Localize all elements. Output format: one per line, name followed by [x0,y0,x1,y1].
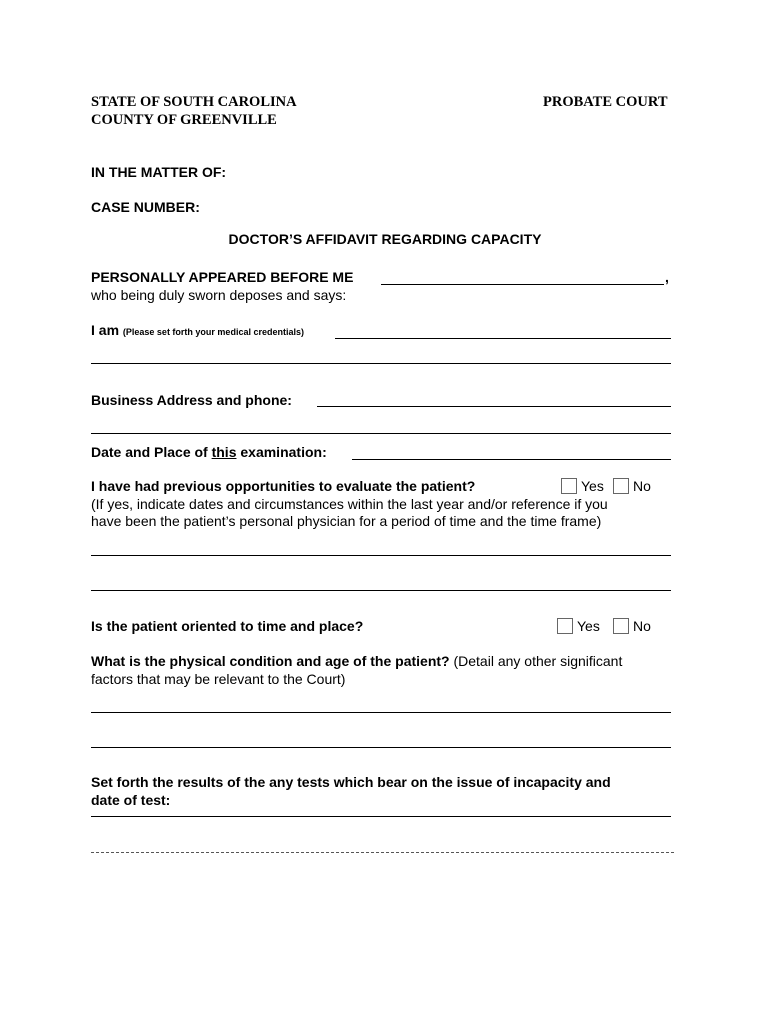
address-label: Business Address and phone: [91,392,292,408]
state-heading: STATE OF SOUTH CAROLINA [91,94,297,110]
oriented-question: Is the patient oriented to time and place? [91,618,364,634]
exam-label [91,444,327,461]
tests-line-2: date of test: [91,792,171,808]
exam-line[interactable] [352,459,671,460]
physical-question: What is the physical condition and age of the patient? [91,653,450,669]
appeared-name-line[interactable] [381,284,664,285]
physical-line-2[interactable] [91,747,671,748]
previous-no-label: No [633,478,651,494]
tests-line-1: Set forth the results of the any tests which bear on the issue of incapacity and [91,774,611,790]
physical-question-row [91,653,622,670]
oriented-yes-label: Yes [577,618,600,634]
exam-post: examination: [236,444,327,460]
previous-no-checkbox[interactable] [613,478,629,494]
sworn-text: who being duly sworn deposes and says: [91,287,347,303]
credentials-hint: (Please set forth your medical credentials) [122,327,304,337]
matter-label: IN THE MATTER OF: [91,164,227,180]
tests-answer-line-1[interactable] [91,816,671,817]
oriented-yes-checkbox[interactable] [557,618,573,634]
previous-note-1: (If yes, indicate dates and circumstances within the last year and/or reference if you [91,496,608,512]
physical-line-1[interactable] [91,712,671,713]
address-line-2[interactable] [91,433,671,434]
appeared-label: PERSONALLY APPEARED BEFORE ME [91,269,354,285]
previous-no-option[interactable] [613,478,651,495]
previous-yes-label: Yes [581,478,604,494]
credentials-line[interactable] [335,338,671,339]
oriented-no-checkbox[interactable] [613,618,629,634]
previous-line-1[interactable] [91,555,671,556]
previous-line-2[interactable] [91,590,671,591]
court-heading: PROBATE COURT [543,94,668,110]
case-number-label: CASE NUMBER: [91,199,200,215]
previous-question: I have had previous opportunities to evaluate the patient? [91,478,476,494]
credentials-label [91,322,304,341]
exam-this: this [211,444,237,460]
document-title: DOCTOR’S AFFIDAVIT REGARDING CAPACITY [228,231,542,247]
previous-yes-checkbox[interactable] [561,478,577,494]
physical-detail: (Detail any other significant [453,653,623,669]
county-heading: COUNTY OF GREENVILLE [91,112,277,128]
appeared-comma: , [665,269,669,285]
physical-detail-2: factors that may be relevant to the Court) [91,671,346,687]
address-line[interactable] [317,406,671,407]
previous-note-2: have been the patient’s personal physician for a period of time and the time frame) [91,513,602,529]
exam-pre: Date and Place of [91,444,212,460]
previous-yes-option[interactable] [561,478,604,495]
oriented-yes-option[interactable] [557,618,600,635]
tests-answer-line-2[interactable] [91,852,674,853]
i-am-text: I am [91,322,120,338]
oriented-no-option[interactable] [613,618,651,635]
credentials-line-2[interactable] [91,363,671,364]
oriented-no-label: No [633,618,651,634]
